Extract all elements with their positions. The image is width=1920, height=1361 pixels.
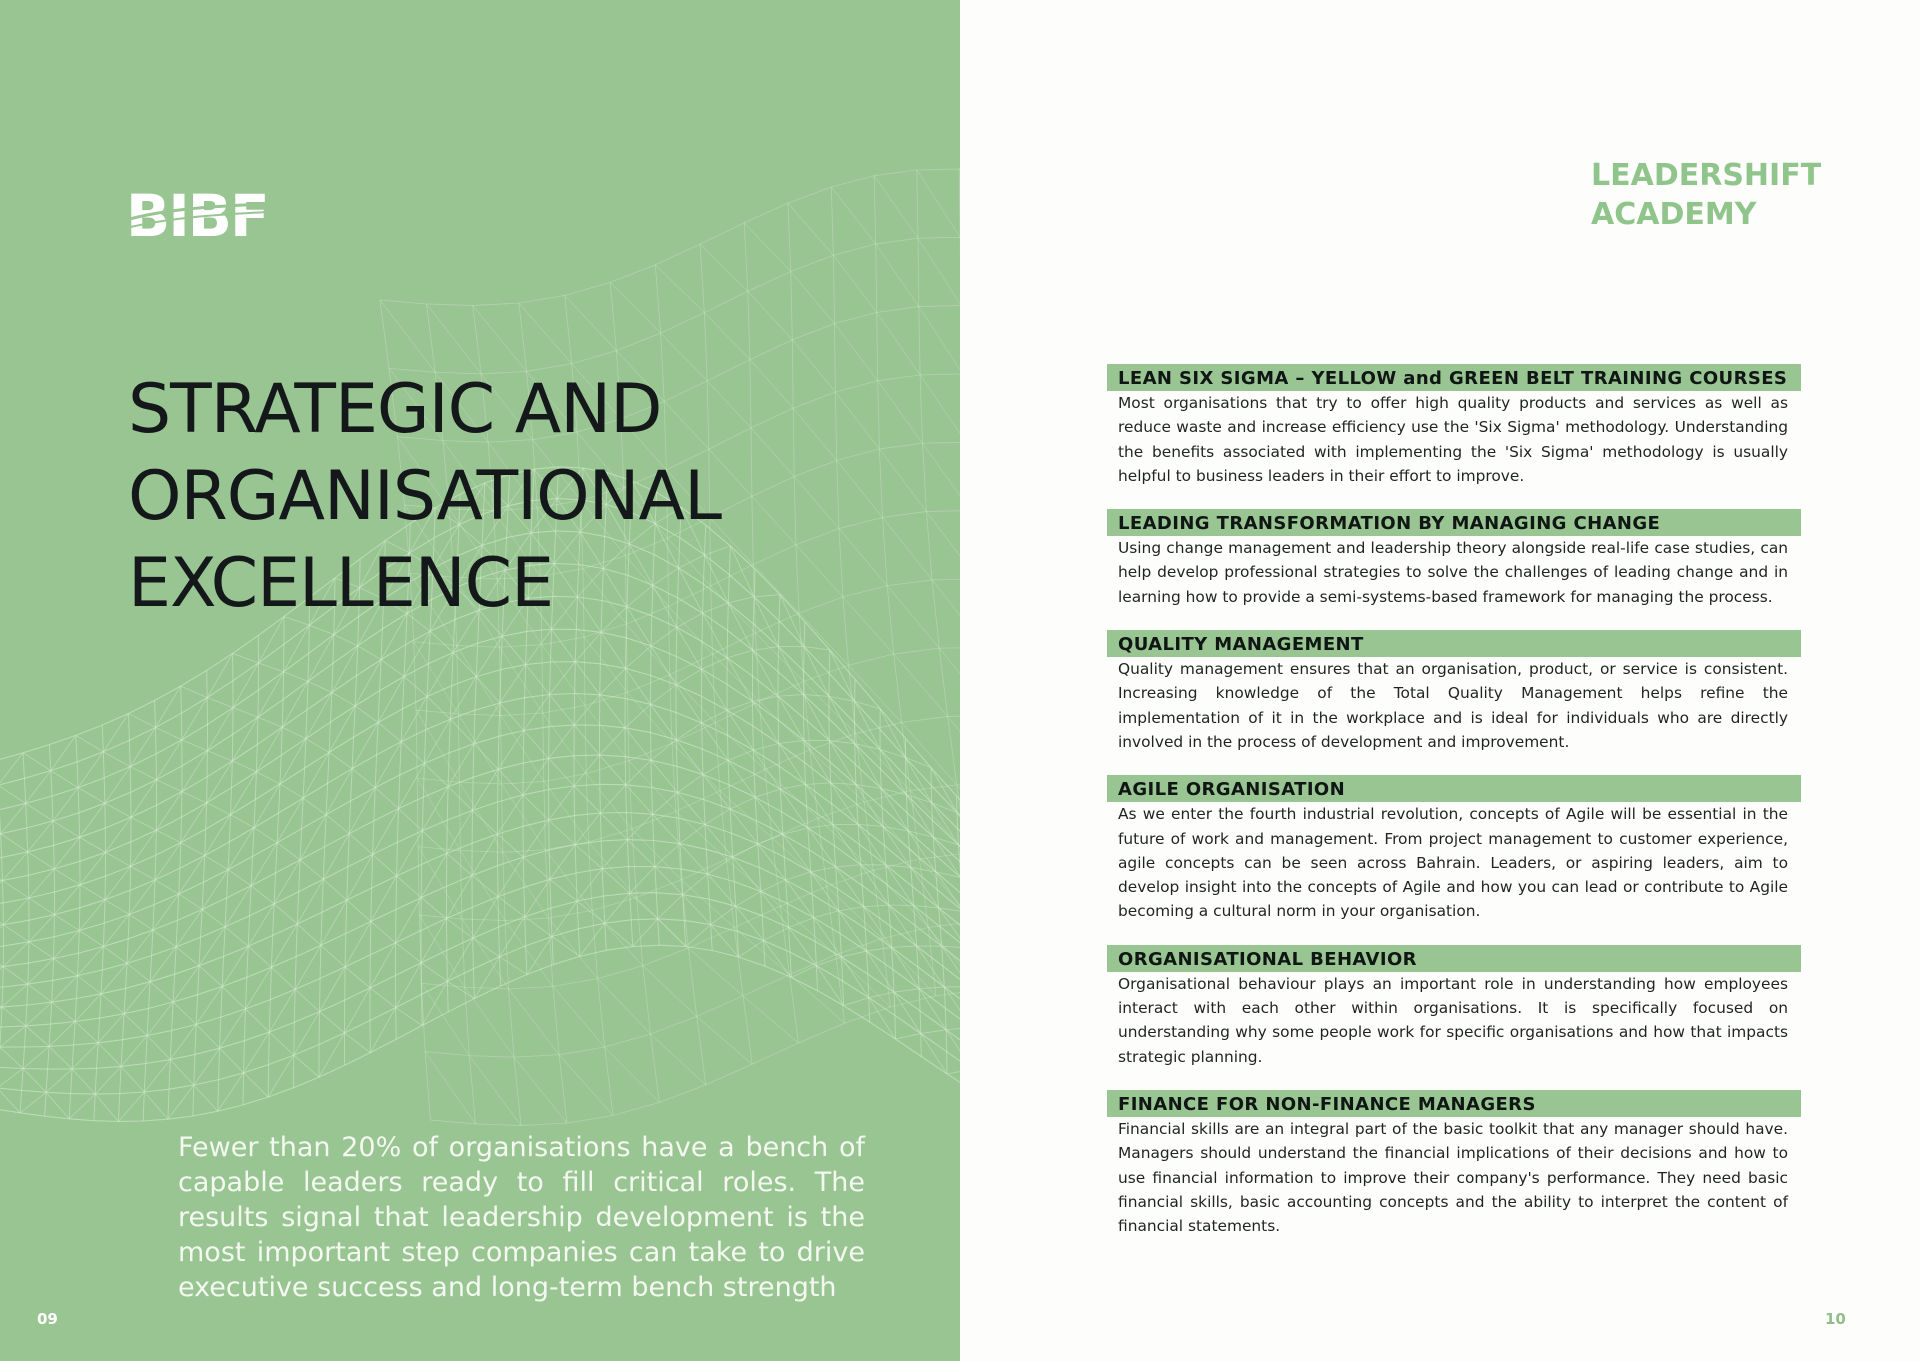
bibf-logo-text: BIBF bbox=[126, 184, 268, 240]
course-description: Quality management ensures that an organisation, product, or service is consistent. Increasing knowledge of the Total Quality Management helps refine the implementation of it in the workplace and is ideal for individuals who are directly involved in the process of development and improvement. bbox=[1118, 660, 1788, 751]
course-title: LEAN SIX SIGMA – YELLOW and GREEN BELT TRAINING COURSES bbox=[1107, 364, 1801, 391]
course-title: ORGANISATIONAL BEHAVIOR bbox=[1107, 945, 1801, 972]
course-item bbox=[1107, 1090, 1801, 1238]
course-item bbox=[1107, 509, 1801, 609]
course-description: Financial skills are an integral part of the basic toolkit that any manager should have. Managers should understand the financial implications of their decisions and how to use financial information to improve their company's performance. They need basic financial skills, basic accounting concepts and the ability to interpret the content of financial statements. bbox=[1118, 1119, 1788, 1236]
course-item bbox=[1107, 945, 1801, 1069]
course-title: FINANCE FOR NON-FINANCE MANAGERS bbox=[1107, 1090, 1801, 1117]
right-page bbox=[960, 0, 1920, 1361]
headline-line-1: STRATEGIC AND bbox=[128, 370, 662, 449]
course-item bbox=[1107, 364, 1801, 488]
course-list bbox=[1107, 364, 1801, 1259]
headline-line-3: EXCELLENCE bbox=[128, 544, 554, 623]
course-item bbox=[1107, 775, 1801, 923]
academy-title bbox=[1591, 156, 1821, 234]
course-description: Most organisations that try to offer high quality products and services as well as reduce waste and increase efficiency use the 'Six Sigma' methodology. Understanding the benefits associated with implementing the 'Six Sigma' methodology is usually helpful to business leaders in their effort to improve. bbox=[1118, 394, 1788, 485]
course-title: LEADING TRANSFORMATION BY MANAGING CHANGE bbox=[1107, 509, 1801, 536]
headline-line-2: ORGANISATIONAL bbox=[128, 457, 721, 536]
academy-title-line-1: LEADERSHIFT bbox=[1591, 158, 1822, 193]
course-title: QUALITY MANAGEMENT bbox=[1107, 630, 1801, 657]
course-description: Using change management and leadership theory alongside real-life case studies, can help develop professional strategies to solve the challenges of leading change and in learning how to provide a semi-systems-based framework for managing the process. bbox=[1118, 539, 1788, 606]
bibf-logo bbox=[126, 184, 298, 240]
course-title: AGILE ORGANISATION bbox=[1107, 775, 1801, 802]
academy-title-line-2: ACADEMY bbox=[1591, 197, 1757, 232]
course-item bbox=[1107, 630, 1801, 754]
page-number-left: 09 bbox=[37, 1310, 58, 1328]
page-headline bbox=[128, 366, 888, 627]
page-number-right: 10 bbox=[1825, 1310, 1846, 1328]
course-description: As we enter the fourth industrial revolution, concepts of Agile will be essential in the future of work and management. From project management to customer experience, agile concepts can be seen across Bahrain. Leaders, or aspiring leaders, aim to develop insight into the concepts of Agile and how you can lead or contribute to Agile becoming a cultural norm in your organisation. bbox=[1118, 805, 1788, 921]
course-description: Organisational behaviour plays an important role in understanding how employees interact with each other within organisations. It is specifically focused on understanding why some people work for specific organisations and how that impacts strategic planning. bbox=[1118, 974, 1788, 1066]
leadership-quote: Fewer than 20% of organisations have a bench of capable leaders ready to fill critical roles. The results signal that leadership development is the most important step companies can take to drive executive success and long-term bench strength bbox=[178, 1132, 865, 1303]
